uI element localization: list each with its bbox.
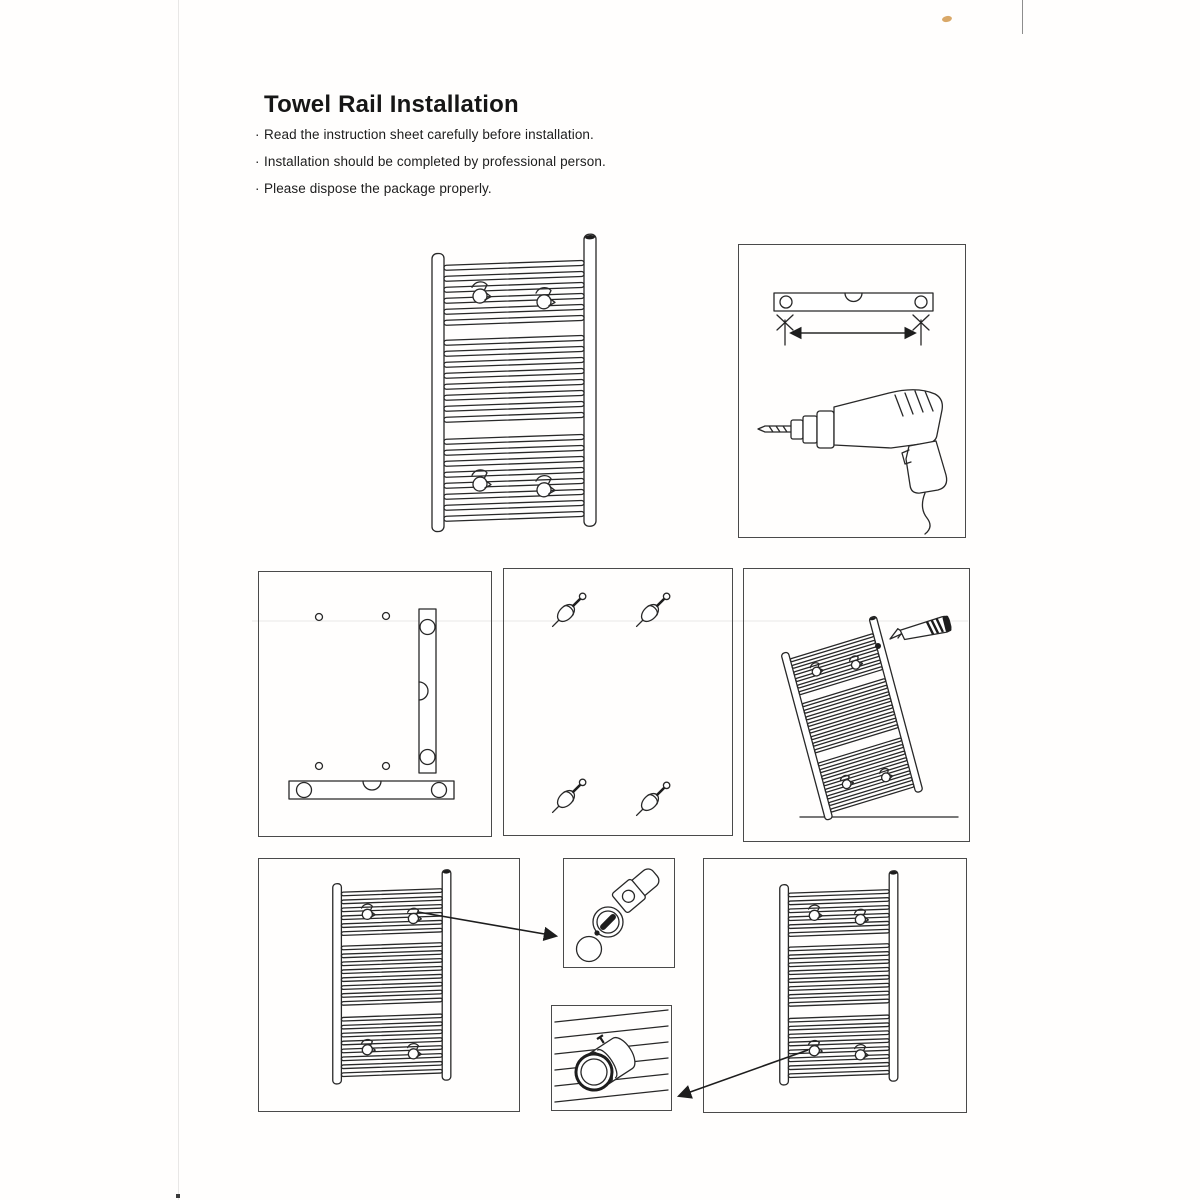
mounted-towel-rail-icon	[259, 859, 519, 1111]
wall-anchor-icon	[548, 590, 590, 632]
drill-position-x-marks-icon	[777, 315, 929, 330]
horizontal-spirit-level-icon	[289, 781, 454, 799]
scan-speck	[941, 15, 952, 23]
valve-detail-icon	[552, 1006, 671, 1110]
measurement-arrow-icon	[785, 320, 921, 345]
wall-anchor-icon	[632, 779, 674, 821]
bullet-marker: ·	[255, 181, 260, 196]
bullet-marker: ·	[255, 127, 260, 142]
list-item	[255, 127, 606, 154]
page-title: Towel Rail Installation	[264, 91, 519, 118]
bullet-text: Read the instruction sheet carefully before installation.	[264, 127, 594, 142]
scan-fold-line	[178, 0, 179, 1200]
figure-towel-rail-overview	[421, 232, 606, 542]
wall-anchor-icon	[632, 590, 674, 632]
air-vent-plug-icon	[875, 643, 881, 649]
bullet-text: Please dispose the package properly.	[264, 181, 492, 196]
spirit-level-icon	[774, 293, 933, 311]
tilted-towel-rail-icon	[778, 616, 924, 821]
panel-level-and-drill	[738, 244, 966, 538]
drill-holes-icon	[316, 613, 390, 770]
panel-valve-detail	[551, 1005, 672, 1111]
bullet-text: Installation should be completed by professional person.	[264, 154, 606, 169]
panel-lean-and-bleed	[743, 568, 970, 842]
list-item	[255, 154, 606, 181]
bleed-key-icon	[888, 615, 952, 646]
scan-dot	[176, 1194, 180, 1198]
towel-rail-icon	[421, 232, 606, 542]
panel-mounted-rail-left	[258, 858, 520, 1112]
bullet-marker: ·	[255, 154, 260, 169]
scan-edge-line	[1022, 0, 1023, 34]
instruction-list	[255, 127, 606, 208]
drill-icon	[758, 390, 947, 534]
vertical-spirit-level-icon	[419, 609, 436, 773]
panel-wall-marking	[258, 571, 492, 837]
panel-mounted-rail-right	[703, 858, 967, 1113]
bracket-detail-icon	[564, 859, 674, 967]
panel-bracket-detail	[563, 858, 675, 968]
blanking-plug-icon	[565, 1027, 640, 1097]
wall-anchor-icon	[548, 776, 590, 818]
list-item	[255, 181, 606, 208]
mounted-towel-rail-icon	[704, 859, 966, 1112]
panel-wall-anchors	[503, 568, 733, 836]
